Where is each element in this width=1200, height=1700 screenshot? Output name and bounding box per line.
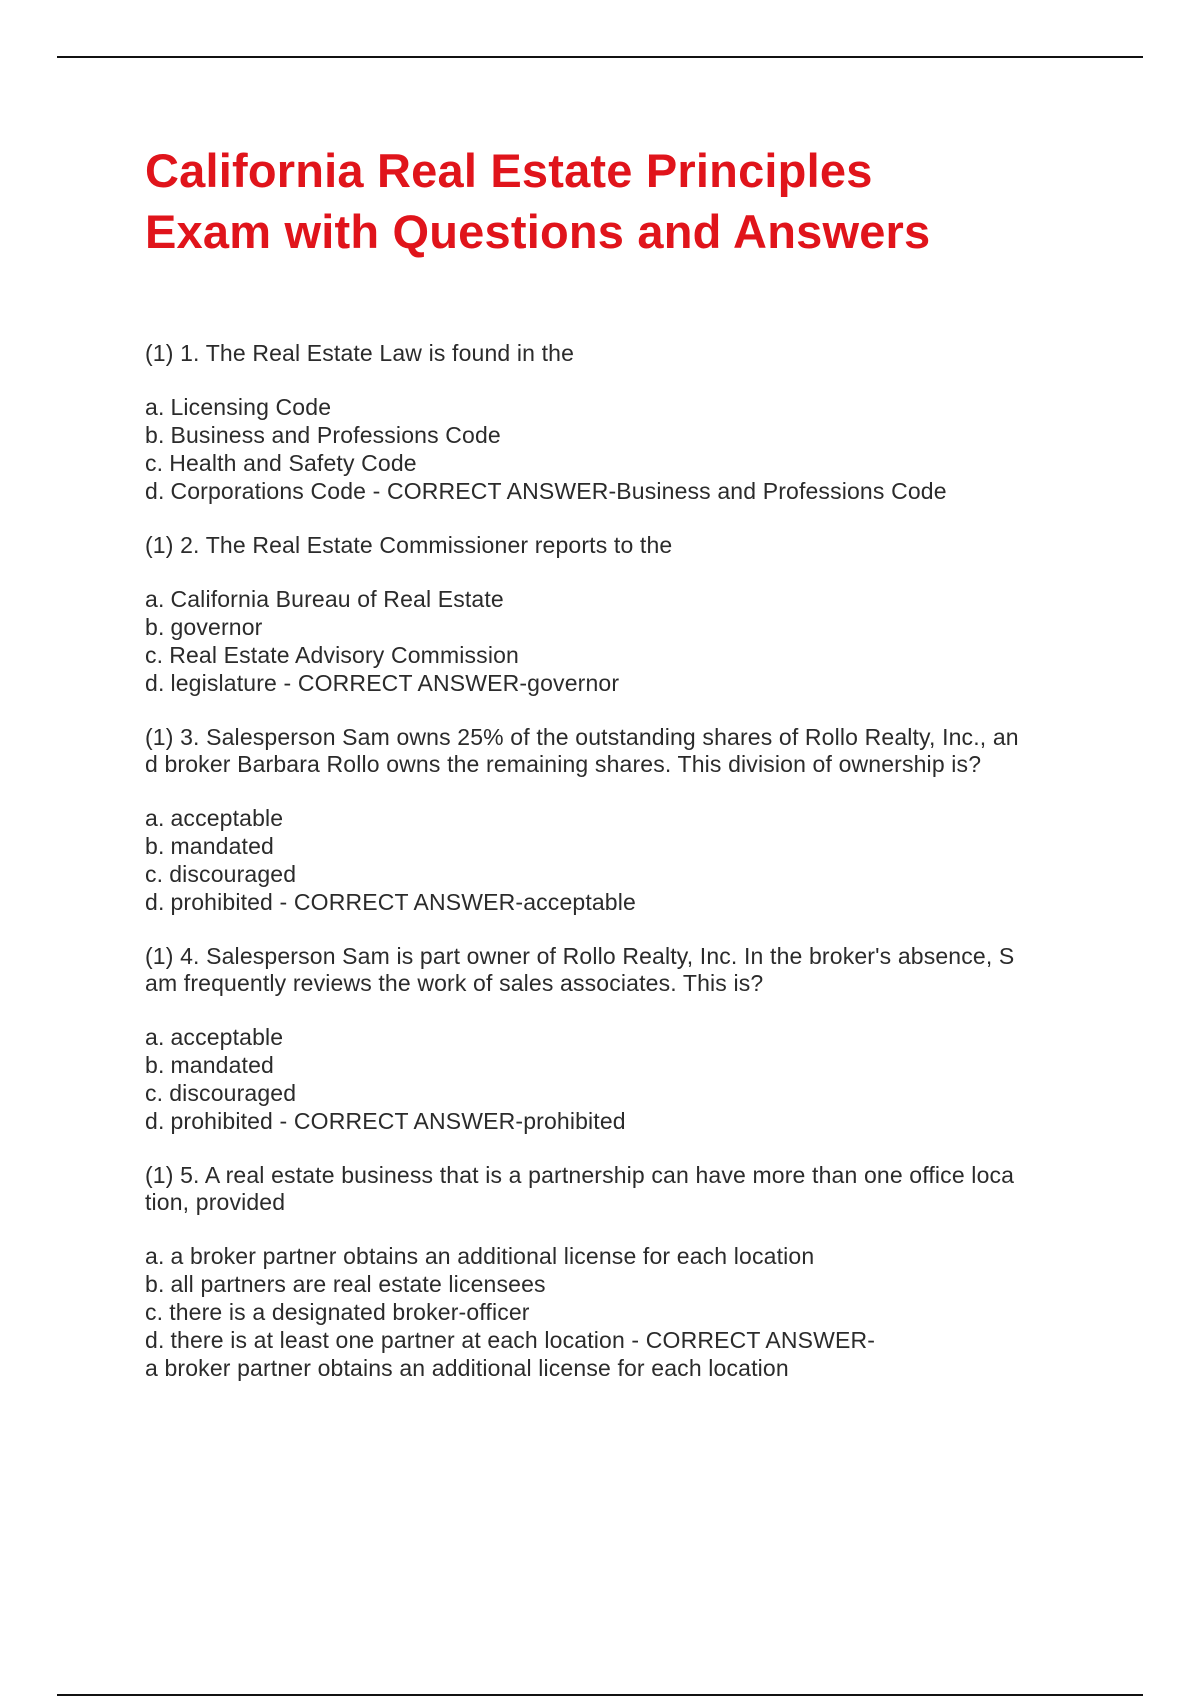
- option-text: there is at least one partner at each location: [170, 1327, 625, 1353]
- answer-options: [145, 585, 1095, 697]
- question-stem: [145, 532, 1095, 559]
- option-b: [145, 1270, 1095, 1298]
- question-3: [145, 724, 1095, 916]
- question-stem-line: (1) 1. The Real Estate Law is found in the: [145, 340, 575, 366]
- option-d: [145, 1107, 1095, 1135]
- option-a: [145, 393, 1095, 421]
- option-text: prohibited: [170, 1108, 274, 1134]
- correct-answer-prefix: - CORRECT ANSWER-: [273, 1108, 524, 1134]
- option-a: [145, 585, 1095, 613]
- option-b: [145, 832, 1095, 860]
- answer-options: [145, 393, 1095, 505]
- correct-answer-prefix: - CORRECT ANSWER-: [366, 478, 617, 504]
- option-label: d.: [145, 670, 165, 696]
- bottom-rule: [57, 1694, 1143, 1696]
- correct-answer: acceptable: [523, 889, 636, 915]
- option-c: [145, 860, 1095, 888]
- document-body: [145, 140, 1095, 1409]
- question-stem-line: d broker Barbara Rollo owns the remaining shares. This division of ownership is?: [145, 751, 982, 777]
- question-1: [145, 340, 1095, 505]
- option-label: b.: [145, 614, 165, 640]
- document-title: [145, 140, 1095, 262]
- option-label: b.: [145, 1052, 165, 1078]
- option-text: all partners are real estate licensees: [170, 1271, 546, 1297]
- question-stem-line: (1) 3. Salesperson Sam owns 25% of the outstanding shares of Rollo Realty, Inc., an: [145, 724, 1019, 750]
- option-c: [145, 641, 1095, 669]
- document-title-line-1: California Real Estate Principles: [145, 144, 873, 197]
- option-d: [145, 669, 1095, 697]
- question-list: [145, 340, 1095, 1382]
- correct-answer-prefix: - CORRECT ANSWER-: [273, 889, 524, 915]
- option-d: [145, 477, 1095, 505]
- option-label: d.: [145, 889, 165, 915]
- question-2: [145, 532, 1095, 697]
- option-text: mandated: [170, 833, 274, 859]
- answer-options: [145, 1023, 1095, 1135]
- option-d: [145, 1326, 1095, 1382]
- option-a: [145, 804, 1095, 832]
- option-text: discouraged: [169, 1080, 297, 1106]
- option-label: c.: [145, 1080, 164, 1106]
- correct-answer: a broker partner obtains an additional license for each location: [145, 1355, 789, 1381]
- option-text: there is a designated broker-officer: [169, 1299, 530, 1325]
- question-stem-line: (1) 4. Salesperson Sam is part owner of Rollo Realty, Inc. In the broker's absence, S: [145, 943, 1015, 969]
- option-label: c.: [145, 642, 164, 668]
- option-d: [145, 888, 1095, 916]
- option-text: Licensing Code: [170, 394, 332, 420]
- option-c: [145, 449, 1095, 477]
- option-text: Business and Professions Code: [170, 422, 501, 448]
- answer-options: [145, 804, 1095, 916]
- question-stem-line: (1) 2. The Real Estate Commissioner reports to the: [145, 532, 673, 558]
- option-label: b.: [145, 422, 165, 448]
- question-stem: [145, 1162, 1095, 1216]
- question-stem-line: am frequently reviews the work of sales associates. This is?: [145, 970, 764, 996]
- option-text: prohibited: [170, 889, 274, 915]
- option-label: c.: [145, 450, 164, 476]
- option-c: [145, 1298, 1095, 1326]
- question-stem-line: tion, provided: [145, 1189, 286, 1215]
- option-text: Health and Safety Code: [169, 450, 417, 476]
- option-label: c.: [145, 861, 164, 887]
- question-stem: [145, 724, 1095, 778]
- top-rule: [57, 56, 1143, 58]
- option-text: a broker partner obtains an additional license for each location: [170, 1243, 815, 1269]
- option-label: b.: [145, 833, 165, 859]
- option-b: [145, 613, 1095, 641]
- correct-answer: Business and Professions Code: [616, 478, 947, 504]
- option-b: [145, 421, 1095, 449]
- question-5: [145, 1162, 1095, 1382]
- correct-answer-prefix: - CORRECT ANSWER-: [276, 670, 528, 696]
- option-text: mandated: [170, 1052, 274, 1078]
- option-text: discouraged: [169, 861, 297, 887]
- option-label: b.: [145, 1271, 165, 1297]
- option-label: d.: [145, 1327, 165, 1353]
- option-label: d.: [145, 478, 165, 504]
- option-text: acceptable: [170, 1024, 284, 1050]
- option-b: [145, 1051, 1095, 1079]
- option-label: a.: [145, 805, 165, 831]
- document-title-line-2: Exam with Questions and Answers: [145, 205, 931, 258]
- option-a: [145, 1023, 1095, 1051]
- option-label: a.: [145, 1024, 165, 1050]
- answer-options: [145, 1242, 1095, 1382]
- option-text: legislature: [170, 670, 277, 696]
- option-label: a.: [145, 586, 165, 612]
- option-label: a.: [145, 1243, 165, 1269]
- option-text: governor: [170, 614, 263, 640]
- correct-answer-prefix: - CORRECT ANSWER-: [624, 1327, 876, 1353]
- option-text: acceptable: [170, 805, 284, 831]
- option-text: California Bureau of Real Estate: [170, 586, 504, 612]
- question-stem: [145, 340, 1095, 367]
- option-c: [145, 1079, 1095, 1107]
- correct-answer: governor: [527, 670, 620, 696]
- option-text: Real Estate Advisory Commission: [169, 642, 519, 668]
- option-text: Corporations Code: [170, 478, 367, 504]
- question-stem: [145, 943, 1095, 997]
- option-label: a.: [145, 394, 165, 420]
- option-label: d.: [145, 1108, 165, 1134]
- question-4: [145, 943, 1095, 1135]
- option-label: c.: [145, 1299, 164, 1325]
- correct-answer: prohibited: [523, 1108, 626, 1134]
- question-stem-line: (1) 5. A real estate business that is a partnership can have more than one office loca: [145, 1162, 1015, 1188]
- option-a: [145, 1242, 1095, 1270]
